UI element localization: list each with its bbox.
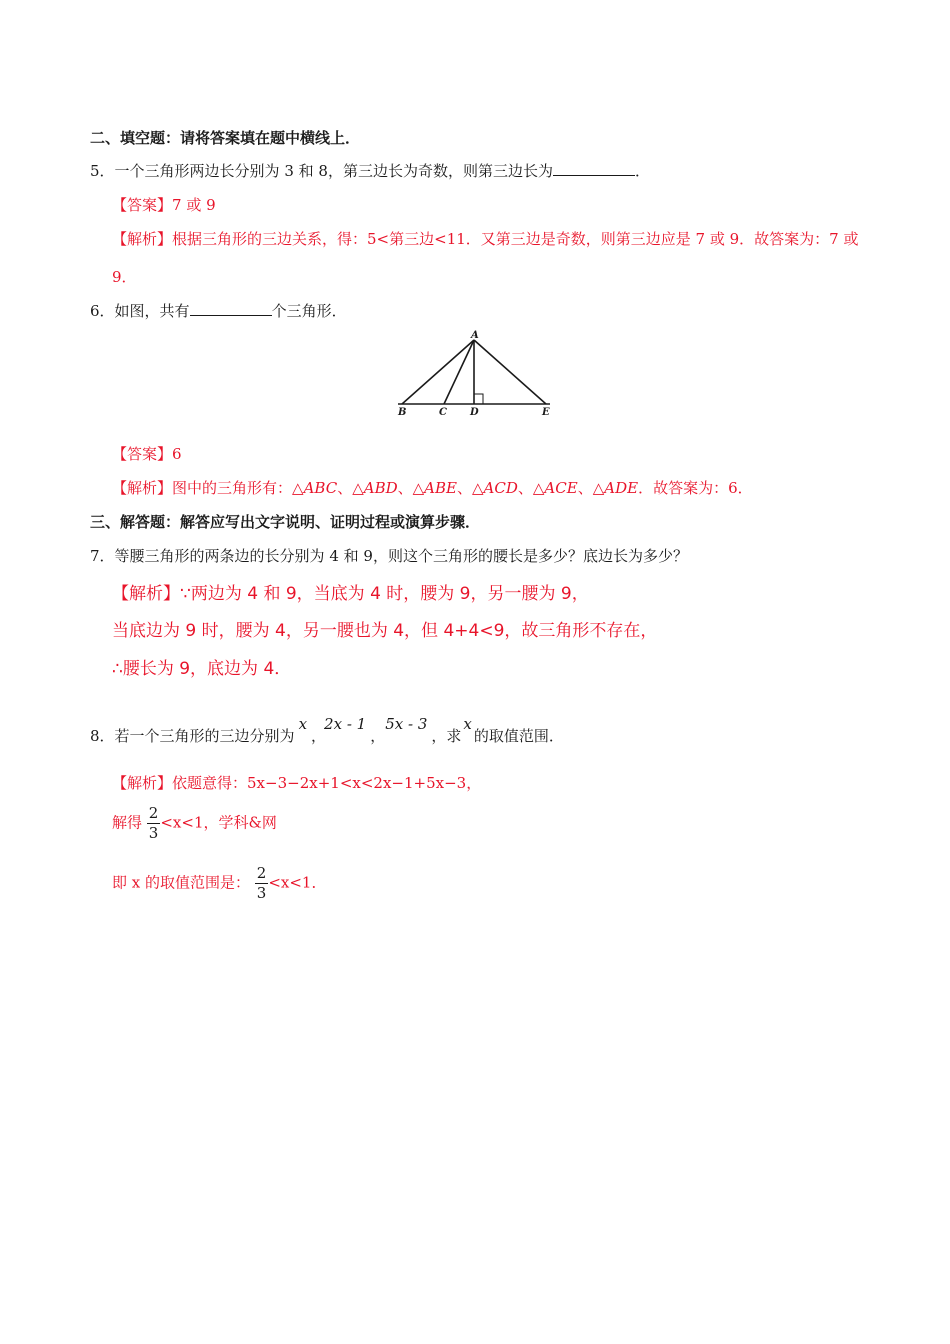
triangle-abc: △ABC bbox=[292, 479, 338, 497]
q8-solve-suffix: <x<1，学科&网 bbox=[160, 813, 277, 832]
q5-text-after: ． bbox=[634, 162, 650, 180]
section-2-title: 二、填空题：请将答案填在题中横线上． bbox=[90, 129, 361, 147]
q6-answer bbox=[112, 443, 182, 464]
q5-analysis-line1: 根据三角形的三边关系，得：5<第三边<11．又第三边是奇数，则第三边应是 7 或 9．故答案为：7 或 bbox=[172, 230, 859, 248]
q8-comma2: ， bbox=[370, 727, 386, 745]
q8-text: 若一个三角形的三边分别为 bbox=[114, 727, 295, 745]
q8-solve-prefix: 解得 bbox=[112, 813, 143, 832]
segment-ab bbox=[402, 340, 474, 404]
q6-analysis-text: 图中的三角形有： bbox=[172, 479, 293, 497]
q7-number: 7． bbox=[90, 547, 115, 565]
fraction-denominator: 3 bbox=[148, 824, 159, 842]
fraction-two-thirds bbox=[147, 804, 161, 843]
q7-text: 等腰三角形的两条边的长分别为 4 和 9，则这个三角形的腰长是多少？底边长为多少？ bbox=[114, 547, 688, 565]
sep: 、 bbox=[337, 479, 353, 497]
q5-number: 5． bbox=[90, 162, 115, 180]
sep: 、 bbox=[456, 479, 472, 497]
section-3-title: 三、解答题：解答应写出文字说明、证明过程或演算步骤． bbox=[90, 513, 481, 531]
q7-analysis-line2: 当底边为 9 时，腰为 4，另一腰也为 4，但 4+4<9，故三角形不存在， bbox=[112, 621, 658, 641]
q7-line1-text: ∵两边为 4 和 9，当底为 4 时，腰为 9，另一腰为 9， bbox=[180, 584, 589, 604]
label-c: C bbox=[439, 407, 447, 418]
label-d: D bbox=[470, 407, 479, 418]
segment-ae bbox=[474, 340, 546, 404]
q5-answer-tag: 【答案】 bbox=[112, 196, 173, 214]
q5-analysis bbox=[112, 228, 859, 249]
right-angle-mark bbox=[474, 394, 483, 404]
question-5 bbox=[90, 160, 650, 181]
q8-number: 8． bbox=[90, 727, 115, 745]
q6-blank bbox=[190, 301, 272, 316]
q5-answer-value: 7 或 9 bbox=[172, 196, 216, 214]
triangle-ade: △ADE bbox=[592, 479, 639, 497]
q8-range-suffix: <x<1． bbox=[268, 873, 327, 892]
sep: 、 bbox=[517, 479, 533, 497]
q6-answer-value: 6 bbox=[172, 445, 182, 463]
q8-expr-x: x bbox=[298, 715, 308, 733]
q6-text: 如图，共有 bbox=[114, 302, 190, 320]
q8-text-mid: ，求 bbox=[431, 727, 462, 745]
q8-expr-5x-3: 5x - 3 bbox=[385, 715, 428, 733]
triangle-figure bbox=[392, 328, 562, 420]
q6-number: 6． bbox=[90, 302, 115, 320]
q7-analysis-tag: 【解析】 bbox=[112, 584, 180, 604]
q5-text: 一个三角形两边长分别为 3 和 8，第三边长为奇数，则第三边长为 bbox=[114, 162, 553, 180]
q7-analysis-line1 bbox=[112, 579, 589, 604]
q8-expr-2x-1: 2x - 1 bbox=[324, 715, 367, 733]
q5-analysis-line2: 9． bbox=[112, 268, 137, 286]
q6-text-after: 个三角形． bbox=[271, 302, 347, 320]
q5-analysis-tag: 【解析】 bbox=[112, 230, 173, 248]
fraction-two-thirds-range bbox=[255, 864, 269, 903]
q6-answer-tag: 【答案】 bbox=[112, 445, 173, 463]
q5-blank bbox=[553, 161, 635, 176]
question-6 bbox=[90, 300, 347, 321]
triangle-abe: △ABE bbox=[412, 479, 457, 497]
q8-analysis-line1 bbox=[112, 772, 481, 793]
sep: 、 bbox=[577, 479, 593, 497]
fraction-numerator: 2 bbox=[256, 864, 267, 882]
q7-analysis-line3: ∴腰长为 9，底边为 4． bbox=[112, 659, 292, 679]
segment-ac bbox=[444, 340, 474, 404]
q8-text-after: 的取值范围． bbox=[473, 727, 564, 745]
q6-analysis-tag: 【解析】 bbox=[112, 479, 173, 497]
q6-analysis bbox=[112, 477, 753, 498]
fraction-denominator: 3 bbox=[256, 884, 267, 902]
fraction-numerator: 2 bbox=[148, 804, 159, 822]
triangle-abd: △ABD bbox=[352, 479, 398, 497]
question-8 bbox=[90, 715, 564, 746]
label-e: E bbox=[542, 407, 550, 418]
q8-analysis-text: 依题意得：5x−3−2x+1<x<2x−1+5x−3， bbox=[172, 774, 482, 792]
question-7 bbox=[90, 545, 688, 566]
label-a: A bbox=[471, 330, 479, 341]
q8-analysis-tag: 【解析】 bbox=[112, 774, 173, 792]
q8-solve-line bbox=[112, 804, 277, 843]
q8-comma1: ， bbox=[311, 727, 327, 745]
triangle-acd: △ACD bbox=[472, 479, 518, 497]
q5-answer bbox=[112, 194, 216, 215]
q8-expr-x2: x bbox=[463, 715, 472, 733]
triangle-ace: △ACE bbox=[532, 479, 578, 497]
q8-range-line bbox=[112, 864, 326, 903]
q8-range-prefix: 即 x 的取值范围是： bbox=[112, 873, 250, 892]
label-b: B bbox=[398, 407, 407, 418]
q6-analysis-end: ．故答案为：6． bbox=[638, 479, 753, 497]
sep: 、 bbox=[397, 479, 413, 497]
